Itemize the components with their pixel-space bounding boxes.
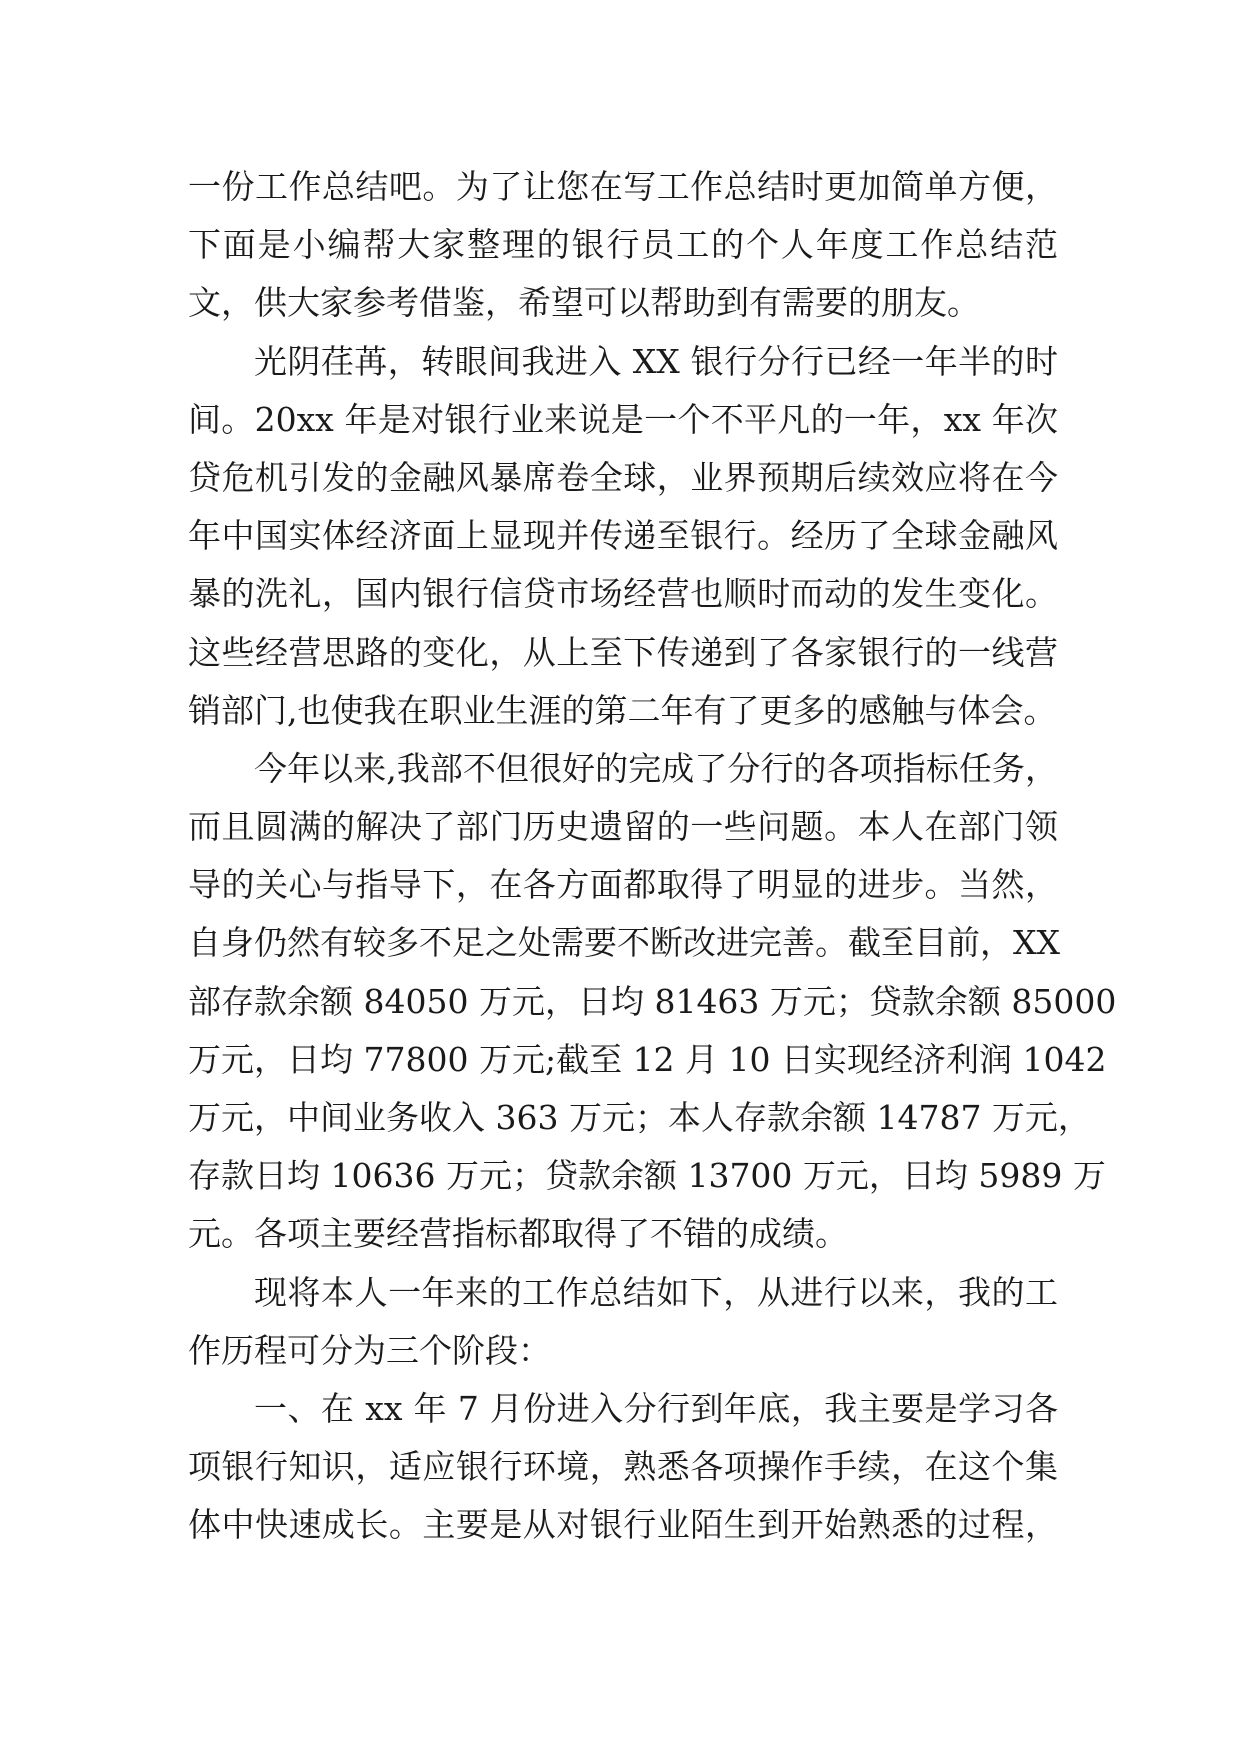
text-line: 现将本人一年来的工作总结如下，从进行以来，我的工 <box>254 1272 1058 1312</box>
text-line: 导的关心与指导下，在各方面都取得了明显的进步。当然， <box>188 865 1058 905</box>
text-line: 元。各项主要经营指标都取得了不错的成绩。 <box>188 1214 848 1254</box>
text-line: 万元，日均 77800 万元;截至 12 月 10 日实现经济利润 1042 <box>188 1039 1107 1079</box>
text-line: 作历程可分为三个阶段： <box>188 1330 551 1370</box>
text-line: 下面是小编帮大家整理的银行员工的个人年度工作总结范 <box>188 225 1058 265</box>
text-line: 这些经营思路的变化，从上至下传递到了各家银行的一线营 <box>188 632 1058 672</box>
text-line: 万元，中间业务收入 363 万元；本人存款余额 14787 万元， <box>188 1098 1091 1137</box>
text-line: 贷危机引发的金融风暴席卷全球，业界预期后续效应将在今 <box>188 457 1058 497</box>
text-line: 一、在 xx 年 7 月份进入分行到年底，我主要是学习各 <box>254 1388 1058 1428</box>
text-line: 暴的洗礼，国内银行信贷市场经营也顺时而动的发生变化。 <box>188 574 1058 614</box>
text-line: 今年以来,我部不但很好的完成了分行的各项指标任务， <box>254 748 1058 788</box>
text-line: 销部门,也使我在职业生涯的第二年有了更多的感触与体会。 <box>188 690 1057 730</box>
text-line: 项银行知识，适应银行环境，熟悉各项操作手续，在这个集 <box>188 1447 1058 1487</box>
text-line: 一份工作总结吧。为了让您在写工作总结时更加简单方便， <box>188 167 1058 206</box>
text-line: 而且圆满的解决了部门历史遗留的一些问题。本人在部门领 <box>188 807 1058 847</box>
text-line: 年中国实体经济面上显现并传递至银行。经历了全球金融风 <box>188 516 1058 556</box>
text-line: 间。20xx 年是对银行业来说是一个不平凡的一年，xx 年次 <box>188 399 1058 439</box>
document-body <box>188 158 1117 1555</box>
text-line: 光阴荏苒，转眼间我进入 XX 银行分行已经一年半的时 <box>254 341 1058 381</box>
text-line: 存款日均 10636 万元；贷款余额 13700 万元，日均 5989 万 <box>188 1156 1106 1196</box>
text-line: 自身仍然有较多不足之处需要不断改进完善。截至目前，XX <box>188 923 1060 963</box>
text-line: 体中快速成长。主要是从对银行业陌生到开始熟悉的过程， <box>188 1505 1058 1545</box>
text-line: 部存款余额 84050 万元，日均 81463 万元；贷款余额 85000 <box>188 981 1117 1021</box>
text-line: 文，供大家参考借鉴，希望可以帮助到有需要的朋友。 <box>188 283 980 323</box>
